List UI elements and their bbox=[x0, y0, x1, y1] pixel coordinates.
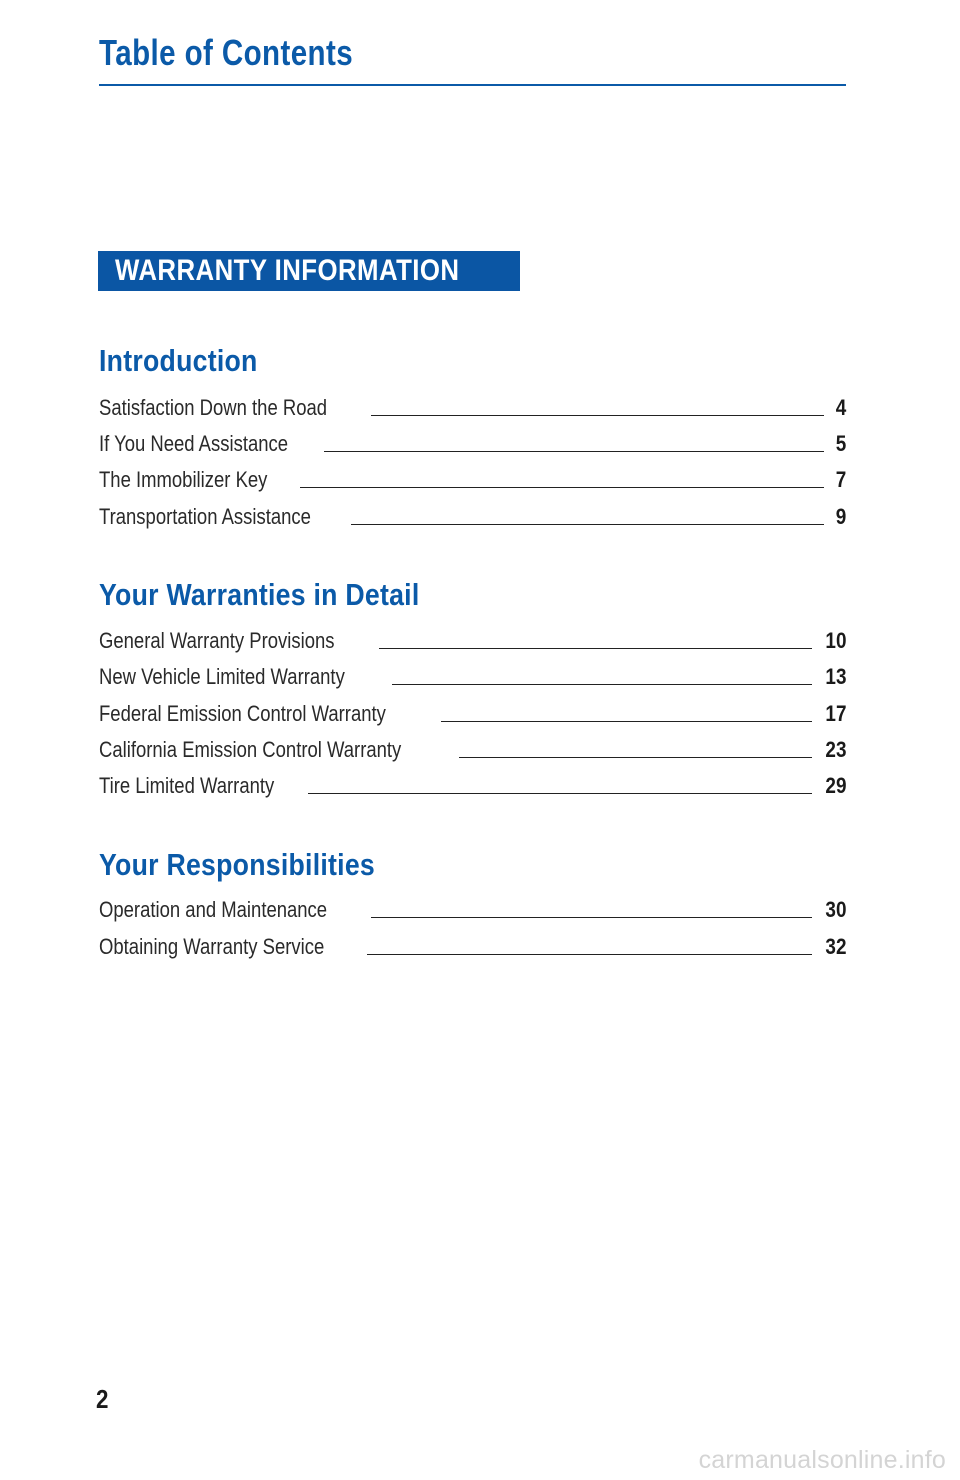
toc-entry-label: Federal Emission Control Warranty bbox=[99, 701, 386, 726]
toc-entry-label: Operation and Maintenance bbox=[99, 897, 328, 922]
toc-entry-label: General Warranty Provisions bbox=[99, 628, 335, 653]
warranty-information-banner bbox=[98, 251, 520, 291]
toc-entry-label: New Vehicle Limited Warranty bbox=[99, 664, 345, 689]
dot-leader bbox=[441, 721, 812, 722]
dot-leader bbox=[371, 415, 824, 416]
section-heading-responsibilities: Your Responsibilities bbox=[99, 847, 376, 882]
toc-entry-page: 7 bbox=[835, 467, 846, 492]
toc-entry-page: 4 bbox=[835, 395, 846, 420]
toc-entry-page: 17 bbox=[824, 701, 846, 726]
dot-leader bbox=[459, 757, 812, 758]
toc-entry[interactable] bbox=[99, 500, 846, 530]
toc-entry-label: California Emission Control Warranty bbox=[99, 737, 402, 762]
toc-entry-page: 32 bbox=[824, 934, 846, 959]
dot-leader bbox=[379, 648, 811, 649]
toc-entry-page: 13 bbox=[824, 664, 846, 689]
banner-label: WARRANTY INFORMATION bbox=[115, 254, 460, 287]
toc-entry[interactable] bbox=[99, 733, 846, 763]
toc-entry-page: 5 bbox=[835, 431, 846, 456]
toc-entry-label: If You Need Assistance bbox=[99, 431, 289, 456]
toc-entry[interactable] bbox=[99, 463, 846, 493]
toc-entry[interactable] bbox=[99, 893, 846, 923]
toc-entry[interactable] bbox=[99, 930, 846, 960]
toc-entry-label: Satisfaction Down the Road bbox=[99, 395, 328, 420]
toc-entry[interactable] bbox=[99, 391, 846, 421]
toc-entry[interactable] bbox=[99, 624, 846, 654]
page-title: Table of Contents bbox=[99, 32, 354, 73]
section-heading-introduction: Introduction bbox=[99, 343, 258, 378]
toc-entry-page: 9 bbox=[835, 504, 846, 529]
toc-entry-label: Tire Limited Warranty bbox=[99, 773, 275, 798]
dot-leader bbox=[371, 917, 812, 918]
toc-entry-label: Obtaining Warranty Service bbox=[99, 934, 325, 959]
dot-leader bbox=[324, 451, 824, 452]
toc-entry-page: 23 bbox=[824, 737, 846, 762]
toc-entry-label: The Immobilizer Key bbox=[99, 467, 268, 492]
toc-entry-label: Transportation Assistance bbox=[99, 504, 311, 529]
title-divider bbox=[99, 84, 846, 86]
toc-entry-page: 10 bbox=[824, 628, 846, 653]
toc-entry[interactable] bbox=[99, 427, 846, 457]
dot-leader bbox=[392, 684, 812, 685]
section-heading-warranties-in-detail: Your Warranties in Detail bbox=[99, 577, 420, 612]
dot-leader bbox=[351, 524, 823, 525]
site-watermark: carmanualsonline.info bbox=[698, 1446, 946, 1474]
toc-entry[interactable] bbox=[99, 660, 846, 690]
dot-leader bbox=[367, 954, 811, 955]
toc-entry-page: 30 bbox=[824, 897, 846, 922]
toc-entry-page: 29 bbox=[824, 773, 846, 798]
toc-entry[interactable] bbox=[99, 769, 846, 799]
page-number: 2 bbox=[96, 1384, 109, 1414]
toc-entry[interactable] bbox=[99, 697, 846, 727]
dot-leader bbox=[308, 793, 812, 794]
dot-leader bbox=[300, 487, 824, 488]
